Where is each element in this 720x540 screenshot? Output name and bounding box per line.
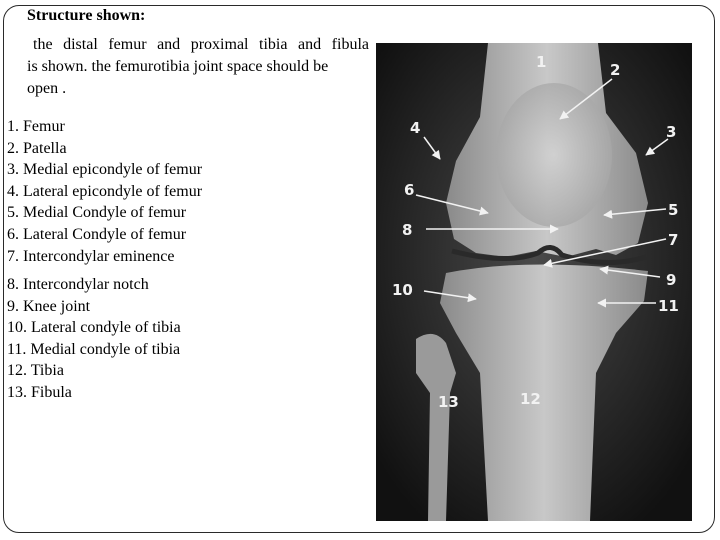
legend-item: 3. Medial epicondyle of femur bbox=[7, 161, 203, 179]
legend-item: 8. Intercondylar notch bbox=[7, 276, 149, 293]
xray-label-12: 12 bbox=[520, 390, 541, 408]
legend-item: 4. Lateral epicondyle of femur bbox=[7, 182, 203, 200]
patella-shape bbox=[496, 83, 612, 227]
xray-label-8: 8 bbox=[402, 221, 413, 239]
description bbox=[27, 34, 369, 100]
knee-xray-image bbox=[376, 43, 692, 521]
legend-item: 1. Femur bbox=[7, 118, 65, 135]
description-line: open . bbox=[27, 80, 67, 97]
description-line: is shown. the femurotibia joint space should be bbox=[27, 58, 329, 75]
xray-label-7: 7 bbox=[668, 231, 679, 249]
legend-item: 2. Patella bbox=[7, 139, 67, 157]
heading: Structure shown: bbox=[27, 7, 146, 24]
xray-label-3: 3 bbox=[666, 123, 677, 141]
xray-label-2: 2 bbox=[610, 61, 621, 79]
xray-label-1: 1 bbox=[536, 53, 547, 71]
legend-item: 5. Medial Condyle of femur bbox=[7, 204, 187, 222]
legend-item: 6. Lateral Condyle of femur bbox=[7, 225, 187, 243]
legend-item: 13. Fibula bbox=[7, 383, 72, 401]
xray-label-11: 11 bbox=[658, 297, 679, 315]
legend-item: 12. Tibia bbox=[7, 362, 64, 380]
xray-label-4: 4 bbox=[410, 119, 421, 137]
xray-label-6: 6 bbox=[404, 181, 415, 199]
xray-label-5: 5 bbox=[668, 201, 679, 219]
legend-item: 9. Knee joint bbox=[7, 297, 91, 315]
xray-label-13: 13 bbox=[438, 393, 459, 411]
xray-label-10: 10 bbox=[392, 281, 413, 299]
legend-item: 11. Medial condyle of tibia bbox=[7, 340, 181, 358]
knee-xray-drawing bbox=[376, 43, 692, 521]
legend-list-tibia bbox=[7, 274, 181, 404]
legend-item: 7. Intercondylar eminence bbox=[7, 247, 175, 265]
legend-item: 10. Lateral condyle of tibia bbox=[7, 319, 181, 337]
description-line: the distal femur and proximal tibia and fibula bbox=[33, 36, 369, 53]
xray-label-9: 9 bbox=[666, 271, 677, 289]
legend-list-femur bbox=[7, 116, 202, 267]
